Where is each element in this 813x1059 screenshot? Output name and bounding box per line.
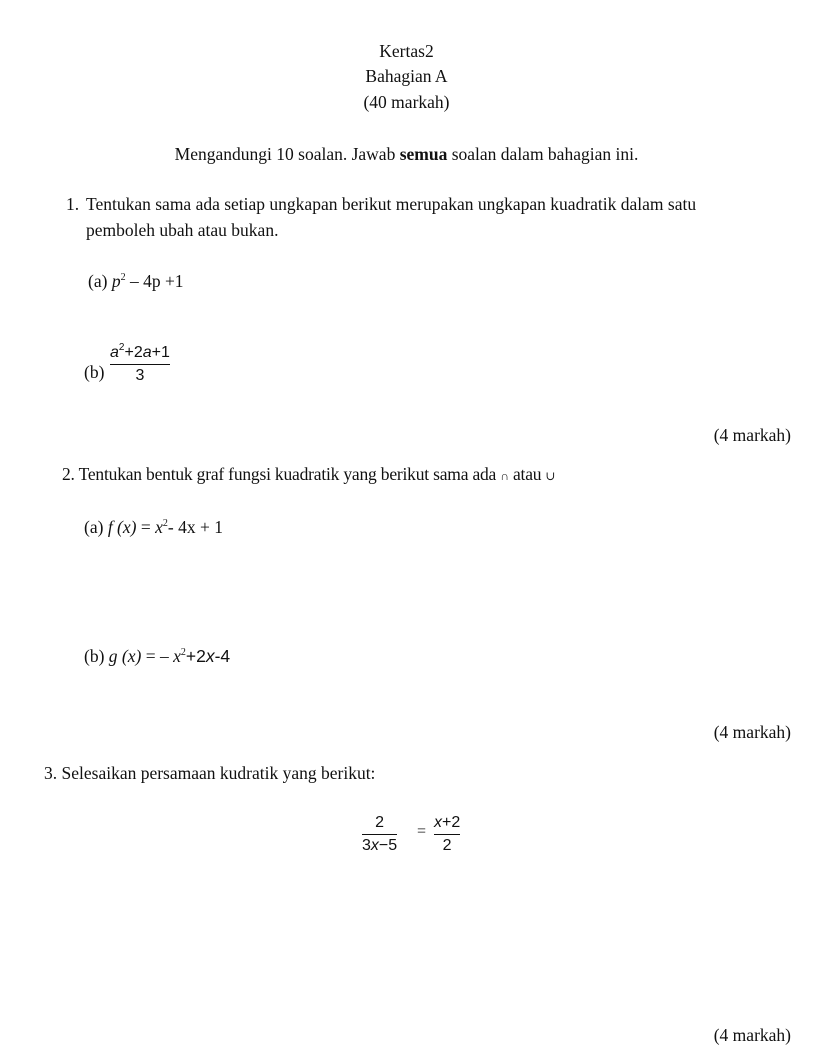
q1-text-line1: Tentukan sama ada setiap ungkapan berikut merupakan ungkapan kuadratik dalam satu <box>86 194 697 214</box>
total-marks: (40 markah) <box>363 92 450 112</box>
q1b-num-end: +1 <box>151 344 170 361</box>
q2b-label: (b) <box>84 646 105 666</box>
q3-lhs-bar <box>362 834 397 835</box>
q2a-exponent: 2 <box>162 518 168 529</box>
q2b-eq: = – <box>145 646 169 666</box>
q1b-num-plus2: +2 <box>124 344 143 361</box>
q1b-numerator <box>110 342 170 361</box>
q2a-expression <box>84 519 223 537</box>
q3-rhs-num-rest: +2 <box>442 814 461 831</box>
q3-text <box>44 765 375 783</box>
q2b-mid: +2 <box>185 646 206 666</box>
q2a-rest: - 4x + 1 <box>167 517 223 537</box>
q3-lhs-den-var: x <box>370 837 379 854</box>
instructions-before: Mengandungi 10 soalan. Jawab <box>174 144 396 164</box>
q2b-var2: x <box>205 646 215 666</box>
q3-marks: (4 markah) <box>713 1025 791 1045</box>
q2-text <box>62 466 555 484</box>
cup-icon: ∪ <box>545 469 556 483</box>
q3-lhs-den-coef: 3 <box>362 837 371 854</box>
q3-rhs-fraction <box>434 815 460 854</box>
instructions <box>0 146 813 164</box>
q2a-var: x <box>155 517 163 537</box>
q1-text-line2: pemboleh ubah atau bukan. <box>86 220 279 240</box>
q2b-end: -4 <box>214 646 231 666</box>
q3-lhs-denominator <box>362 838 397 854</box>
q2b-var: x <box>173 646 181 666</box>
q1b-num-exponent: 2 <box>118 342 125 353</box>
q3-rhs-denominator: 2 <box>442 837 452 854</box>
q2a-fname: f (x) <box>107 517 137 537</box>
q3-rhs-num-var: x <box>434 814 442 831</box>
q2a-label: (a) <box>84 517 104 537</box>
instructions-emphasis: semua <box>399 144 448 164</box>
paper-title: Kertas2 <box>379 41 434 61</box>
q2-question: Tentukan bentuk graf fungsi kuadratik yang berikut sama ada <box>78 464 497 484</box>
q3-lhs-numerator: 2 <box>375 814 385 831</box>
cap-icon: ∩ <box>500 469 509 483</box>
q1b-fraction-bar <box>110 364 170 365</box>
q1b-num-var2: a <box>142 344 152 361</box>
q3-number: 3. <box>44 763 58 783</box>
q2b-expression <box>84 648 230 666</box>
q1a-label: (a) <box>88 271 108 291</box>
q3-lhs-den-const: −5 <box>378 837 398 854</box>
q1a-rest: – 4p +1 <box>129 271 184 291</box>
q2a-eq: = <box>140 517 151 537</box>
q2b-fname: g (x) <box>108 646 142 666</box>
q2-marks: (4 markah) <box>713 722 791 742</box>
q1a-expression <box>88 273 184 291</box>
q2-connector: atau <box>512 464 542 484</box>
q2-number: 2. <box>62 464 75 484</box>
q1-marks: (4 markah) <box>713 425 791 445</box>
q1b-label: (b) <box>84 362 105 382</box>
q1a-exponent: 2 <box>120 272 126 283</box>
instructions-after: soalan dalam bahagian ini. <box>451 144 639 164</box>
q1b-num-var: a <box>110 344 119 361</box>
q1a-var: p <box>111 271 121 291</box>
q1b-denominator: 3 <box>135 367 145 384</box>
q2b-exponent: 2 <box>180 647 186 658</box>
q3-equals: = <box>417 823 427 840</box>
q3-rhs-bar <box>434 834 460 835</box>
section-title: Bahagian A <box>365 66 448 86</box>
q3-question: Selesaikan persamaan kudratik yang berikut: <box>61 763 376 783</box>
q3-lhs-fraction <box>362 815 397 854</box>
q1-number: 1. <box>66 194 80 214</box>
q1b-fraction <box>110 342 170 384</box>
q3-rhs-numerator <box>434 815 460 831</box>
